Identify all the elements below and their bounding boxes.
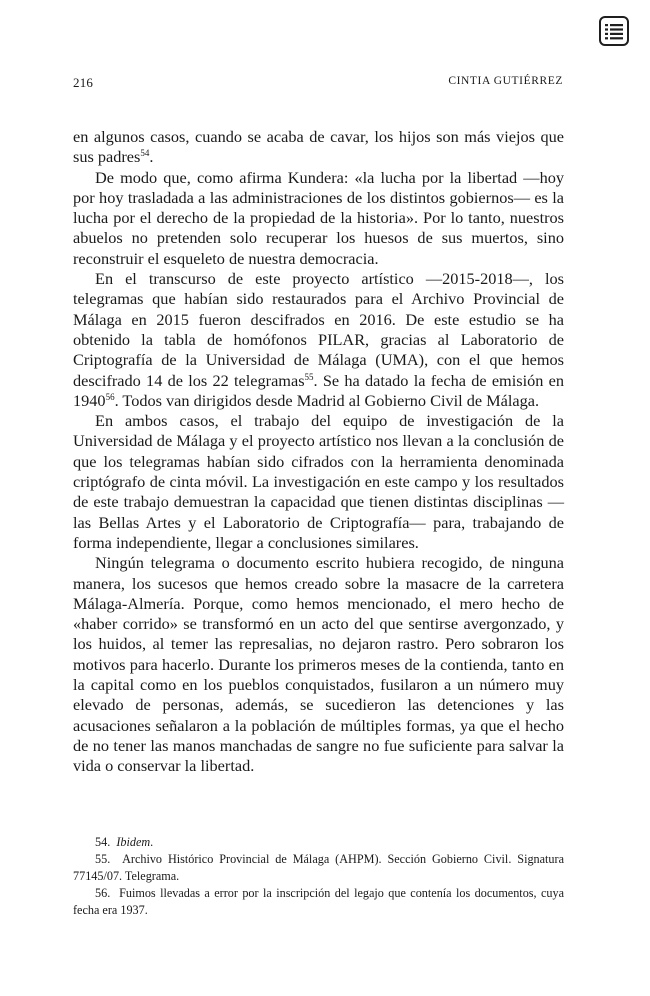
- paragraph-4: En ambos casos, el trabajo del equipo de investigación de la Universidad de Málaga y el proyecto artístico nos llevan a la conclusión de que los telegramas habían sido cifrados con la herramienta denominada criptógrafo de cinta móvil. La investigación en este campo y los resultados de este trabajo demuestran la capacidad que tienen distintas disciplinas —las Bellas Artes y el Laboratorio de Criptografía— para, trabajando de forma independiente, llegar a conclusiones similares.: [73, 411, 564, 552]
- body-text: [73, 127, 564, 777]
- paragraph-5: Ningún telegrama o documento escrito hubiera recogido, de ninguna manera, los sucesos que hemos creado sobre la masacre de la carretera Málaga-Almería. Porque, como hemos mencionado, el mero hecho de «haber corrido» se transformó en un acto del que sentirse avergonzado, y los huidos, al temer las represalias, no dejaron rastro. Pero sobraron los motivos para hacerlo. Durante los primeros meses de la contienda, tanto en la capital como en los pueblos conquistados, fusilaron a un número muy elevado de personas, además, se sucedieron las detenciones y las acusaciones señalaron a la población de múltiples formas, ya que el hecho de no tener las manos manchadas de sangre no fue suficiente para salvar la vida o conservar la libertad.: [73, 553, 564, 776]
- footnote-number: 56.: [95, 886, 111, 900]
- footnote-ref-54[interactable]: 54: [140, 148, 150, 159]
- footnote-ref-56[interactable]: 56: [105, 391, 115, 402]
- footnote-text: Ibidem: [116, 835, 151, 849]
- footnote-end: .: [150, 835, 154, 849]
- footnote-ref-55[interactable]: 55: [304, 371, 314, 382]
- footnote-text: Fuimos llevadas a error por la inscripción del legajo que contenía los documentos, cuya fecha era 1937.: [73, 886, 565, 917]
- paragraph-3-text-a: En el transcurso de este proyecto artístico —2015-2018—, los telegramas que habían sido restaurados para el Archivo Provincial de Málaga en 2015 fueron descifrados en 2016. De este estudio se ha obtenido la tabla de homófonos PILAR, gracias al Laboratorio de Criptografía de la Universidad de Málaga (UMA), con el que hemos descifrado 14 de los 22 telegramas: [73, 269, 564, 390]
- paragraph-3-text-c: . Todos van dirigidos desde Madrid al Gobierno Civil de Málaga.: [114, 390, 540, 410]
- paragraph-1: [73, 127, 564, 168]
- running-head-author: CINTIA GUTIÉRREZ: [448, 75, 563, 87]
- footnote-number: 55.: [95, 852, 111, 866]
- paragraph-3-text-b: . Se ha datado la fecha de emisión en 1940: [73, 370, 564, 410]
- footnote-54: [73, 834, 564, 851]
- footnote-55: [73, 851, 564, 885]
- list-menu-icon: [604, 21, 624, 41]
- paragraph-1-end: .: [149, 147, 154, 167]
- paragraph-2: De modo que, como afirma Kundera: «la lucha por la libertad —hoy por hoy trasladada a las administraciones de los distintos gobiernos— es la lucha por el derecho de la propiedad de la historia». Por lo tanto, nuestros abuelos no pretenden solo recuperar los huesos de sus muertos, sino reconstruir el esqueleto de nuestra democracia.: [73, 167, 564, 268]
- footnotes: [73, 834, 564, 919]
- footnote-number: 54.: [95, 835, 111, 849]
- footnote-56: [73, 885, 564, 919]
- paragraph-3: [73, 269, 564, 411]
- paragraph-1-text: en algunos casos, cuando se acaba de cavar, los hijos son más viejos que sus padres: [73, 127, 564, 167]
- footnote-text: Archivo Histórico Provincial de Málaga (AHPM). Sección Gobierno Civil. Signatura 77145/07. Telegrama.: [73, 852, 564, 883]
- page-number: 216: [73, 75, 94, 90]
- menu-button[interactable]: [599, 16, 629, 46]
